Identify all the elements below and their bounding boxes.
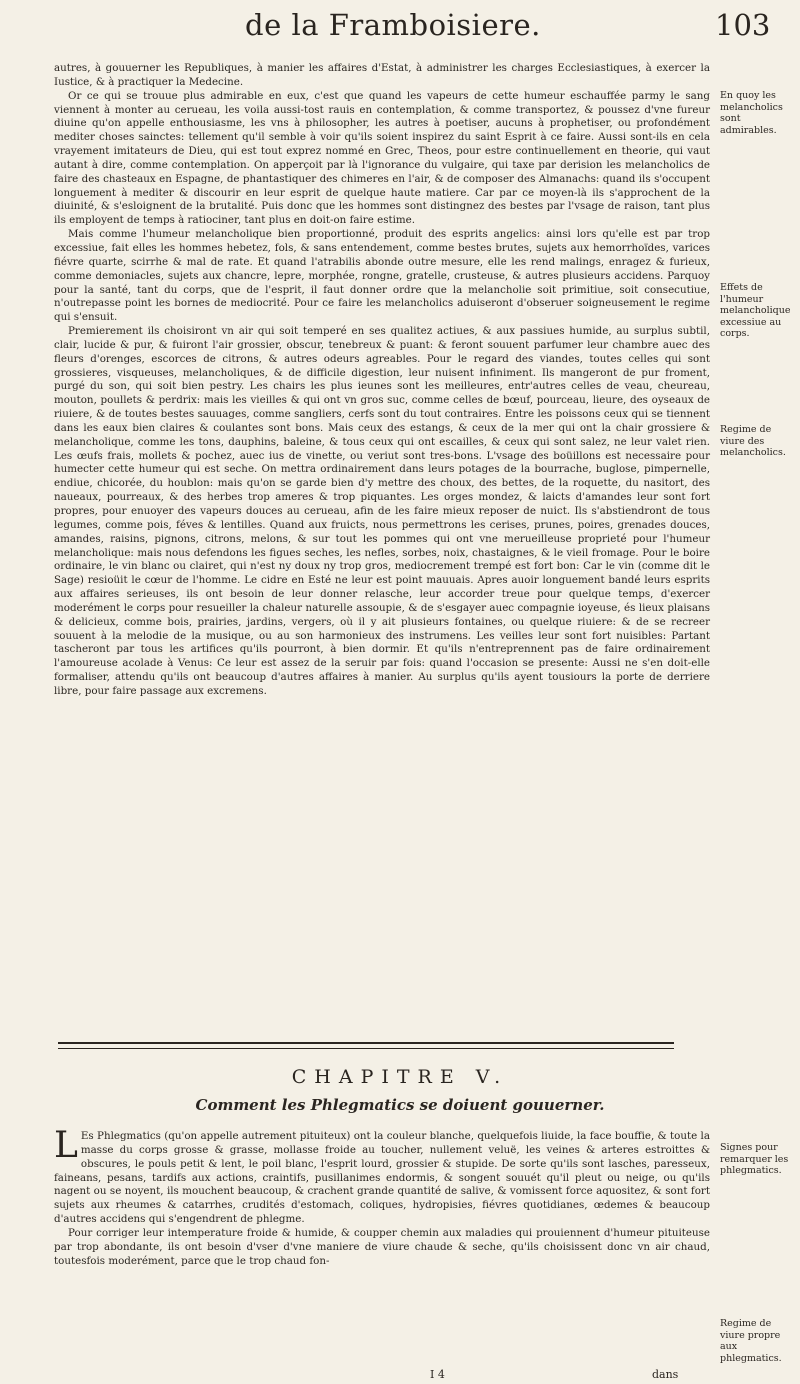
- margin-note: En quoy les melancholics sont admirables.: [720, 90, 783, 136]
- running-head: de la Framboisiere.: [245, 8, 541, 42]
- signature-mark: I 4: [430, 1368, 445, 1381]
- paragraph: autres, à gouuerner les Republiques, à manier les affaires d'Estat, à administrer les charges Ecclesiastiques, à exercer la Iustice, & à practiquer la Medecine.: [54, 62, 710, 88]
- paragraph: Or ce qui se trouue plus admirable en eux, c'est que quand les vapeurs de cette humeur eschauffée parmy le sang viennent à monter au cerueau, les voila aussi-tost rauis en contemplation, & comme transportez, & poussez d'vne fureur diuine qu'on appelle enthousiasme, les vns à philosopher, les autres à poetiser, aucuns à prophetiser, ou profondément mediter choses sainctes: tellement qu'il semble à voir qu'ils soient inspirez du saint Esprit à ce faire. Aussi sont-ils en cela vrayement imitateurs de Dieu, qui est tout exprez nommé en Grec, Theos, pour estre continuellement en theorie, qui vaut autant à dire, comme contemplation. On apperçoit par là l'ignorance du vulgaire, qui taxe par derision les melancholics de faire des chasteaux en Espagne, de phantastiquer des chimeres en l'air, & de composer des Almanachs: quand ils s'occupent longuement à mediter & discourir en leur esprit de quelque haute matiere. Car par ce moyen-là ils s'approchent de la diuinité, & s'esloignent de la brutalité. Puis donc que les hommes sont distingnez des bestes par l'vsage de raison, tant plus ils employent de temps à ratiociner, tant plus en doit-on faire estime.: [54, 89, 710, 227]
- chapter-heading: CHAPITRE V.: [291, 1066, 509, 1088]
- page-number: 103: [715, 8, 771, 42]
- margin-note: Signes pour remarquer les phlegmatics.: [720, 1142, 789, 1177]
- chapter-text: [54, 1125, 710, 1268]
- paragraph: Premierement ils choisiront vn air qui soit temperé en ses qualitez actiues, & aux passiues humide, au surplus subtil, clair, lucide & pur, & fuiront l'air grossier, obscur, tenebreux & puant: & feront souuent parfumer leur chambre auec des fleurs d'orenges, escorces de citrons, & autres odeurs agreables. Pour le regard des viandes, toutes celles qui sont grossieres, visqueuses, melancholiques, & de difficile digestion, leur nuisent infiniment. Ils mangeront de pur froment, purgé du son, qui soit bien pestry. Les chairs les plus ieunes sont les meilleures, entr'autres celles de veau, cheureau, mouton, poullets & perdrix: mais les vieilles & qui ont vn gros suc, comme celles de bœuf, pourceau, lieure, des oyseaux de riuiere, & de toutes bestes sauuages, comme sangliers, cerfs sont du tout contraires. Entre les poissons ceux qui se tiennent dans les eaux bien claires & coulantes sont bons. Mais ceux des estangs, & ceux de la mer qui ont la chair grossiere & melancholique, comme les tons, dauphins, baleine, & tous ceux qui ont escailles, & ceux qui sont salez, ne leur valet rien. Les œufs frais, mollets & pochez, auec ius de vinette, ou veriut sont tres-bons. L'vsage des boüillons est necessaire pour humecter cette humeur qui est seche. On mettra ordinairement dans leurs potages de la bourrache, buglose, pimpernelle, endiue, chicorée, du houblon: mais qu'on se garde bien d'y mettre des choux, des bettes, de la roquette, du nasitort, des naueaux, pourreaux, & des herbes trop ameres & trop piquantes. Les orges mondez, & laicts d'amandes leur sont fort propres, pour enuoyer des vapeurs douces au cerueau, afin de les faire mieux reposer de nuict. Ils s'abstiendront de tous legumes, comme pois, féves & lentilles. Quand aux fruicts, nous permettrons les cerises, prunes, poires, grenades douces, amandes, raisins, pignons, citrons, melons, & sur tout les pommes qui ont vne merueilleuse proprieté pour l'humeur melancholique: mais nous defendons les figues seches, les nefles, sorbes, noix, chastaignes, & le vieil fromage. Pour le boire ordinaire, le vin blanc ou clairet, qui n'est ny doux ny trop gros, mediocrement trempé est fort bon: Car le vin (comme dit le Sage) resioüit le cœur de l'homme. Le cidre en Esté ne leur est point mauuais. Apres auoir longuement bandé leurs esprits aux affaires serieuses, ils ont besoin de leur donner relasche, leur accorder treue pour quelque temps, d'exercer moderément le corps pour resueiller la chaleur naturelle assoupie, & de s'esgayer auec compagnie ioyeuse, és lieux plaisans & delicieux, comme bois, prairies, jardins, vergers, où il y ait plusieurs fontaines, ou quelque riuiere: & de se recreer souuent à la melodie de la musique, ou au son harmonieux des instrumens. Les veilles leur sont fort nuisibles: Partant tascheront par tous les artifices qu'ils pourront, à bien dormir. Et qu'ils n'entreprennent pas de faire ordinairement l'amoureuse acolade à Venus: Ce leur est assez de la seruir par fois: quand l'occasion se presente: Aussi ne s'en doit-elle formaliser, attendu qu'ils ont beaucoup d'autres affaires à manier. Au surplus qu'ils ayent tousiours la porte de derriere libre, pour faire passage aux excremens.: [54, 325, 710, 697]
- margin-note: Regime de viure des melancholics.: [720, 424, 786, 459]
- margin-note: Regime de viure propre aux phlegmatics.: [720, 1318, 782, 1364]
- paragraph: Es Phlegmatics (qu'on appelle autrement pituiteux) ont la couleur blanche, quelquefois liuide, la face bouffie, & toute la masse du corps grosse & grasse, mollasse froide au toucher, nullement veluë, les veines & arteres estroittes & obscures, le pouls petit & lent, le poil blanc, l'esprit lourd, grossier & stupide. De sorte qu'ils sont lasches, paresseux, faineans, pesans, tardifs aux actions, craintifs, pusillanimes endormis, & songent souuét qu'il pleut ou neige, ou qu'ils nagent ou se noyent, ils mouchent beaucoup, & crachent grande quantité de salive, & vomissent force aquositez, & sont fort sujets aux rheumes & catarrhes, crudités d'estomach, coliques, hydropisies, fiévres quotidianes, œdemes & beaucoup d'autres accidens qui s'engendrent de phlegme.: [54, 1130, 710, 1226]
- chapter-subtitle: Comment les Phlegmatics se doiuent gouuerner.: [195, 1096, 605, 1114]
- main-text: [54, 62, 710, 699]
- paragraph: Mais comme l'humeur melancholique bien proportionné, produit des esprits angelics: ainsi lors qu'elle est par trop excessiue, fait elles les hommes hebetez, fols, & sans entendement, comme bestes brutes, sujets aux hemorrhoïdes, varices fiévre quarte, scirrhe & mal de rate. Et quand l'atrabilis abonde outre mesure, elle les rend malings, enragez & furieux, comme demoniacles, sujets aux chancre, lepre, morphée, rongne, gratelle, crusteuse, & autres plusieurs accidens. Parquoy pour la santé, tant du corps, que de l'esprit, il faut donner ordre que la melancholie soit primitiue, soit consecutiue, n'outrepasse point les bornes de mediocrité. Pour ce faire les melancholics aduiseront d'obseruer soigneusement le regime qui s'ensuit.: [54, 228, 710, 324]
- section-rule: [58, 1042, 674, 1049]
- catchword: dans: [652, 1368, 679, 1381]
- paragraph: Pour corriger leur intemperature froide & humide, & coupper chemin aux maladies qui prouiennent d'humeur pituiteuse par trop abondante, ils ont besoin d'vser d'vne maniere de viure chaude & seche, qu'ils choisissent donc vn air chaud, toutesfois moderément, parce que le trop chaud fon-: [54, 1226, 710, 1267]
- margin-note: Effets de l'humeur melancholique excessiue au corps.: [720, 282, 791, 340]
- drop-cap: L: [54, 1125, 78, 1166]
